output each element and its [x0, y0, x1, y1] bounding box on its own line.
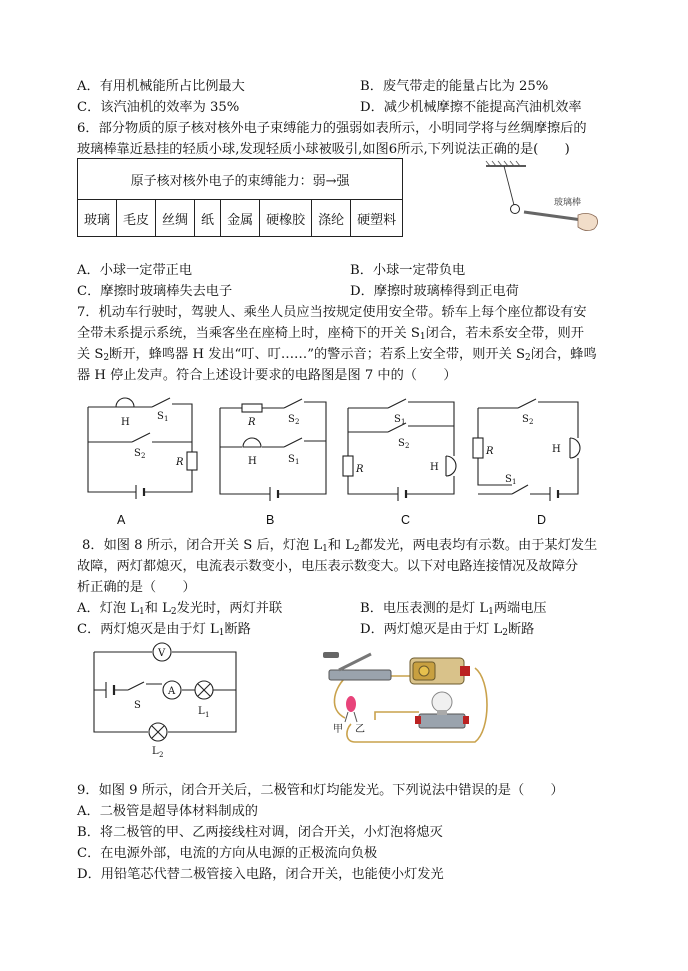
material-cell: 硬橡胶	[260, 200, 312, 237]
material-cell: 丝绸	[156, 200, 195, 237]
svg-text:R: R	[356, 464, 364, 475]
svg-text:S: S	[134, 700, 141, 711]
svg-text:2: 2	[405, 442, 410, 450]
q8-option-c: C．两灯熄灭是由于灯 $L_1$断路	[77, 622, 251, 638]
circuit-label-d: D	[537, 513, 547, 527]
svg-text:R: R	[176, 457, 184, 468]
figure-8-circuit	[88, 640, 248, 758]
knife-switch-icon	[323, 652, 391, 680]
table-row	[78, 200, 403, 237]
svg-text:1: 1	[512, 478, 517, 486]
material-cell: 毛皮	[117, 200, 156, 237]
q9-option-d: D．用铅笔芯代替二极管接入电路，闭合开关，也能使小灯发光	[77, 867, 444, 882]
circuit-label-b: B	[266, 513, 275, 527]
svg-text:V: V	[158, 648, 166, 659]
svg-text:S: S	[157, 411, 164, 422]
battery-icon	[410, 658, 470, 684]
ball-icon	[511, 205, 520, 214]
q7-stem-line4: 器 H 停止发声。符合上述设计要求的电路图是图 7 中的（ ）	[77, 368, 457, 383]
glass-rod-icon	[524, 212, 582, 220]
material-cell: 金属	[221, 200, 260, 237]
q5-option-d: D．减少机械摩擦不能提高汽油机效率	[360, 100, 582, 115]
q6-option-a: A．小球一定带正电	[77, 263, 193, 278]
svg-text:1: 1	[401, 418, 406, 426]
svg-text:S: S	[394, 414, 401, 425]
q6-stem-line2: 玻璃棒靠近悬挂的轻质小球,发现轻质小球被吸引,如图6所示,下列说法正确的是( )	[77, 142, 570, 157]
q6-stem-line1: 6．部分物质的原子核对核外电子束缚能力的强弱如表所示，小明同学将与丝绸摩擦后的	[77, 121, 587, 136]
svg-text:甲: 甲	[333, 724, 343, 735]
svg-text:R: R	[248, 417, 256, 428]
svg-text:1: 1	[205, 711, 210, 719]
glass-rod-label: 玻璃棒	[554, 198, 582, 208]
q5-option-c: C．该汽油机的效率为 35%	[77, 100, 240, 115]
q5-option-b: B．废气带走的能量占比为 25%	[360, 79, 549, 94]
svg-text:H: H	[430, 462, 439, 473]
circuit-c	[342, 392, 466, 502]
svg-text:S: S	[134, 448, 141, 459]
svg-text:2: 2	[141, 452, 146, 460]
svg-text:S: S	[522, 414, 529, 425]
q9-option-a: A．二极管是超导体材料制成的	[77, 804, 258, 819]
q8-stem-line1: 8．如图 8 所示，闭合开关 S 后，灯泡 $L_1$和 $L_2$都发光，两电表均有示数。由于某灯发生	[82, 538, 598, 554]
q6-option-c: C．摩擦时玻璃棒失去电子	[77, 284, 233, 299]
circuit-label-c: C	[401, 513, 411, 527]
q7-stem-line2: 全带未系提示系统，当乘客坐在座椅上时，座椅下的开关 $S_1$闭合，若未系安全带，则开	[77, 326, 584, 342]
svg-text:乙: 乙	[355, 724, 365, 735]
table-header: 原子核对核外电子的束缚能力：弱→强	[78, 159, 403, 200]
svg-text:1: 1	[295, 458, 300, 466]
svg-text:1: 1	[164, 415, 169, 423]
circuit-d	[472, 392, 596, 502]
material-cell: 硬塑料	[351, 200, 403, 237]
q6-option-d: D．摩擦时玻璃棒得到正电荷	[350, 284, 519, 299]
circuit-a	[80, 390, 210, 500]
material-cell: 玻璃	[78, 200, 117, 237]
q7-stem-line1: 7．机动车行驶时，驾驶人、乘坐人员应当按规定使用安全带。轿车上每个座位都设有安	[77, 305, 587, 320]
svg-text:S: S	[288, 454, 295, 465]
bulb-icon	[415, 692, 469, 728]
q8-option-d: D．两灯熄灭是由于灯 $L_2$断路	[360, 622, 535, 638]
q7-stem-line3: 关 $S_2$断开，蜂鸣器 H 发出“叮、叮……”的警示音；若系上安全带，则开关 $S_2$闭合，蜂鸣	[77, 347, 597, 363]
svg-text:A: A	[168, 686, 176, 697]
led-icon	[345, 696, 357, 722]
svg-text:2: 2	[295, 418, 300, 426]
q8-stem-line3: 析正确的是（ ）	[77, 580, 196, 595]
svg-text:S: S	[398, 438, 405, 449]
q6-option-b: B．小球一定带负电	[350, 263, 466, 278]
svg-text:S: S	[505, 474, 512, 485]
svg-text:H: H	[121, 417, 130, 428]
material-cell: 涤纶	[312, 200, 351, 237]
svg-text:2: 2	[529, 418, 534, 426]
q9-stem: 9．如图 9 所示，闭合开关后，二极管和灯均能发光。下列说法中错误的是（ ）	[77, 783, 564, 798]
figure-6-ball-rod	[482, 160, 604, 240]
svg-text:H: H	[248, 456, 257, 467]
figure-9-physical-circuit	[315, 640, 497, 752]
svg-text:R: R	[486, 446, 494, 457]
q9-option-b: B．将二极管的甲、乙两接线柱对调，闭合开关，小灯泡将熄灭	[77, 825, 443, 840]
q8-stem-line2: 故障，两灯都熄灭，电流表示数变小，电压表示数变大。以下对电路连接情况及故障分	[77, 559, 579, 574]
circuit-label-a: A	[117, 513, 126, 527]
svg-text:2: 2	[159, 751, 164, 758]
q8-option-a: A．灯泡 $L_1$和 $L_2$发光时，两灯并联	[77, 601, 283, 617]
q5-option-a: A．有用机械能所占比例最大	[77, 79, 245, 94]
svg-text:H: H	[552, 444, 561, 455]
q8-option-b: B．电压表测的是灯 $L_1$两端电压	[360, 601, 547, 617]
circuit-b	[214, 392, 338, 502]
binding-ability-table	[77, 158, 403, 237]
svg-text:L: L	[152, 746, 159, 757]
svg-text:L: L	[198, 706, 205, 717]
svg-text:S: S	[288, 414, 295, 425]
q9-option-c: C．在电源外部，电流的方向从电源的正极流向负极	[77, 846, 378, 861]
material-cell: 纸	[195, 200, 221, 237]
